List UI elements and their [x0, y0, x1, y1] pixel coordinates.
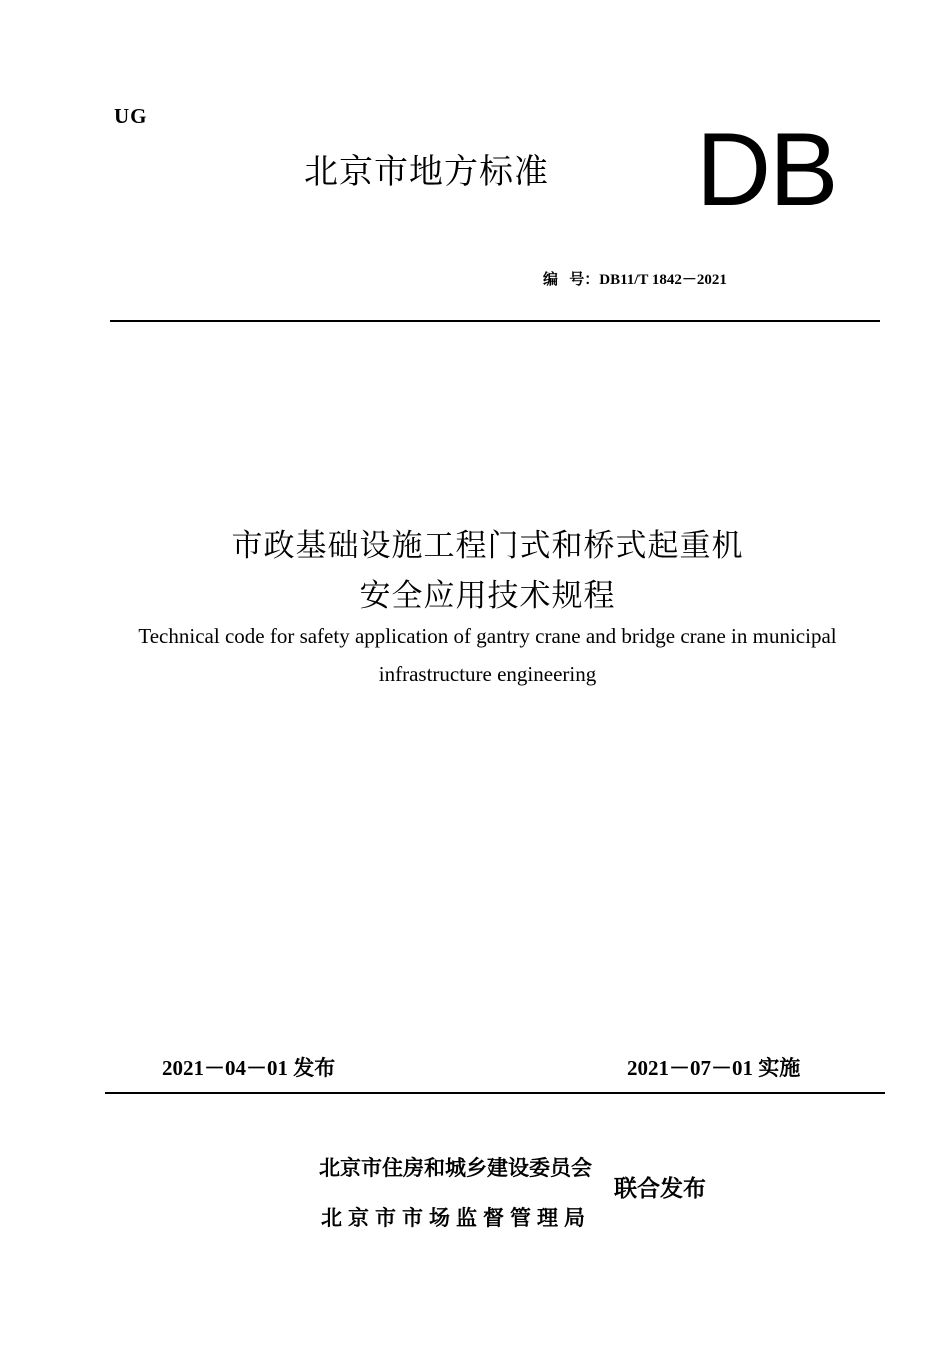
standard-number: 编 号：DB11/T 1842－2021	[543, 272, 727, 288]
classification-code: UG	[114, 104, 148, 128]
issue-date: 2021－04－01 发布	[162, 1056, 336, 1080]
document-title-cn-line1: 市政基础设施工程门式和桥式起重机	[231, 528, 744, 564]
issuer-line2: 北京市市场监督管理局	[321, 1206, 591, 1230]
joint-issue-label: 联合发布	[614, 1176, 706, 1202]
document-title-en-line1: Technical code for safety application of gantry crane and bridge crane in municipal	[138, 624, 837, 648]
document-title-cn-line2: 安全应用技术规程	[359, 578, 616, 614]
standard-type-title: 北京市地方标准	[304, 152, 549, 192]
implementation-date: 2021－07－01 实施	[627, 1056, 801, 1080]
top-divider	[110, 320, 880, 322]
bottom-divider	[105, 1092, 885, 1094]
issuer-line1: 北京市住房和城乡建设委员会	[319, 1156, 592, 1180]
document-title-en-line2: infrastructure engineering	[378, 662, 597, 686]
db-mark: DB	[696, 112, 837, 228]
